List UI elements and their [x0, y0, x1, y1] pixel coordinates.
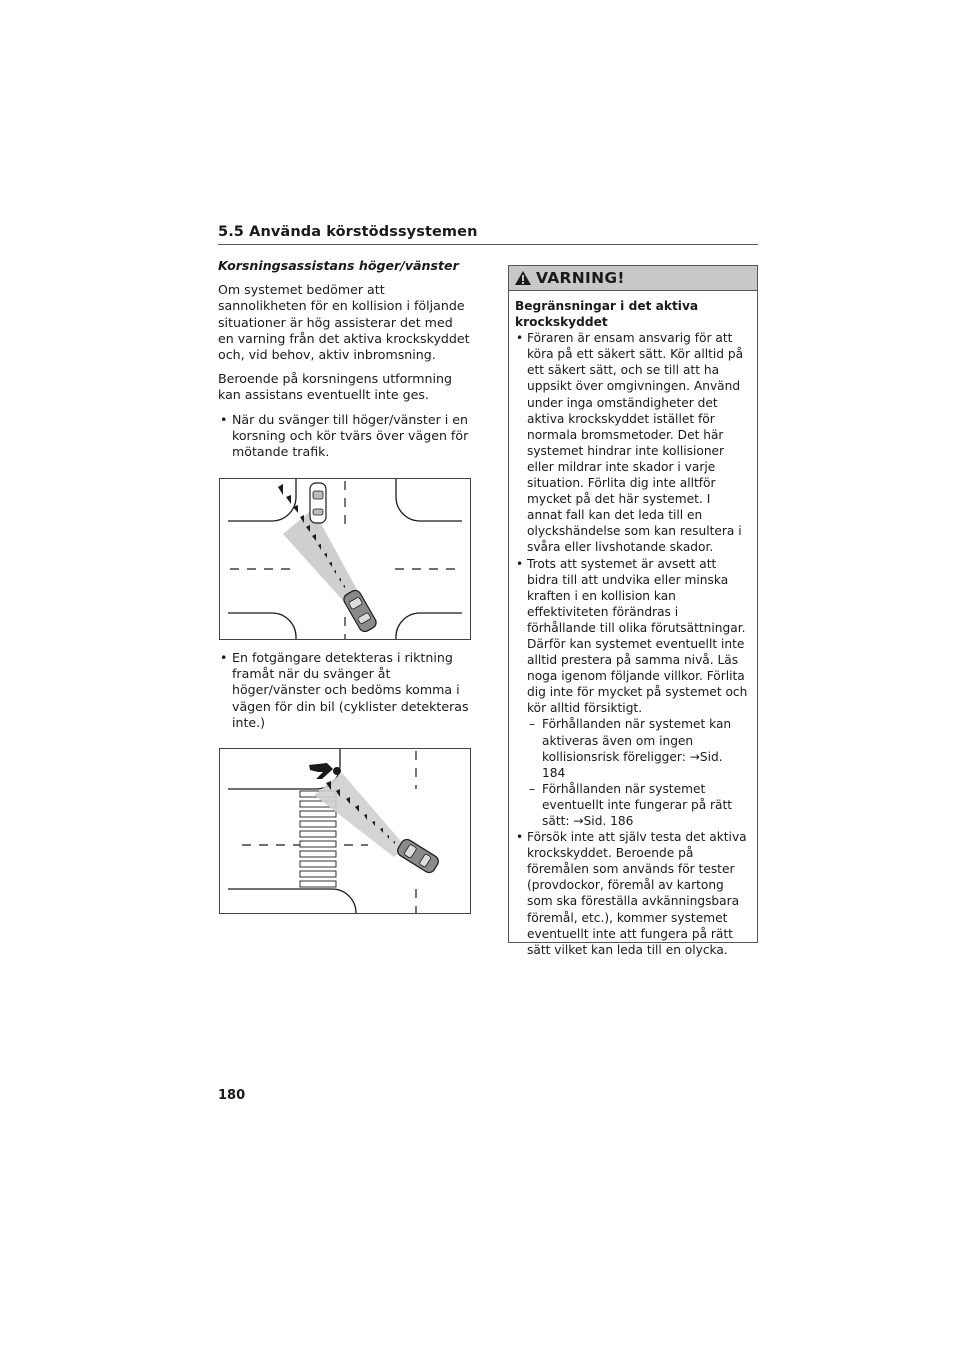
list-item — [218, 412, 470, 461]
warning-triangle-icon — [514, 270, 532, 286]
bullet-text: En fotgängare detekteras i riktning framåt när du svänger åt höger/vänster och bedöms komma i vägen för din bil (cyklister detekteras inte.) — [232, 650, 469, 730]
section-divider — [218, 244, 758, 245]
bullet-marker: • — [516, 830, 524, 845]
dash-marker: – — [529, 717, 536, 732]
subheading: Korsningsassistans höger/vänster — [218, 258, 459, 273]
intersection-diagram — [220, 479, 470, 639]
list-item — [515, 556, 748, 717]
note-paragraph: Beroende på korsningens utformning kan assistans eventuellt inte ges. — [218, 371, 452, 403]
bullet-text: Trots att systemet är avsett att bidra till att undvika eller minska kraften i en kollision kan effektiviteten förändras i förhållande till olika förutsättningar. Därför kan systemet eventuellt inte alltid prestera på samma nivå. Läs noga igenom följande villkor. Förlita dig inte för mycket på systemet och kör alltid försiktigt. — [527, 556, 748, 716]
bullet-marker: • — [516, 331, 524, 346]
bullet-text: Föraren är ensam ansvarig för att köra på ett säkert sätt. Kör alltid på ett säkert sätt, och se till att ha uppsikt över omgivningen. Använd under inga omständigheter det aktiva krockskyddet istället för normala bromsmetoder. Det här systemet hindrar inte kollisioner eller mildrar inte skador i varje situation. Förlita dig inte alltför mycket på det här systemet. I annat fall kan det leda till en olyckshändelse som kan resultera i svåra eller livshotande skador. — [527, 331, 744, 555]
warning-heading: Begränsningar i det aktiva krockskyddet — [515, 299, 699, 330]
page-number: 180 — [218, 1088, 246, 1103]
list-item — [515, 829, 748, 958]
list-item — [515, 330, 748, 555]
sub-item-text: Förhållanden när systemet eventuellt inte fungerar på rätt sätt: →Sid. 186 — [542, 781, 733, 828]
warning-title: VARNING! — [536, 269, 625, 287]
bullet-marker: • — [220, 411, 228, 427]
warning-header — [509, 266, 757, 291]
bullet-marker: • — [220, 650, 228, 665]
sub-list-item — [515, 781, 748, 829]
section-title: 5.5 Använda körstödssystemen — [218, 224, 478, 240]
bullet-marker: • — [516, 556, 524, 571]
pedestrian-figure — [219, 748, 471, 914]
own-car — [342, 588, 379, 633]
list-item — [218, 650, 470, 731]
own-car — [395, 837, 440, 875]
sub-item-text: Förhållanden när systemet kan aktiveras även om ingen kollisionsrisk föreligger: →Sid. 184 — [542, 717, 732, 780]
sub-list-item — [515, 716, 748, 780]
left-column — [218, 258, 470, 468]
intro-paragraph: Om systemet bedömer att sannolikheten för en kollision i följande situationer är hög assisterar det med en varning från det aktiva krockskyddet och, vid behov, aktiv inbromsning. — [218, 282, 470, 363]
bullet-text: När du svänger till höger/vänster i en korsning och kör tvärs över vägen för mötande trafik. — [232, 411, 469, 460]
pedestrian-diagram — [220, 749, 470, 913]
dash-marker: – — [529, 781, 536, 796]
warning-body — [509, 291, 757, 958]
pedestrian-icon — [309, 763, 341, 779]
oncoming-car — [310, 483, 326, 523]
left-column-lower — [218, 650, 470, 739]
warning-box — [508, 265, 758, 957]
intersection-figure — [219, 478, 471, 640]
bullet-text: Försök inte att själv testa det aktiva krockskyddet. Beroende på föremålen som används för tester (provdockor, föremål av kartong som ska föreställa avkänningsbara föremål, etc.), kommer systemet eventuellt inte att fungera på rätt sätt vilket kan leda till en olycka. — [527, 830, 747, 957]
